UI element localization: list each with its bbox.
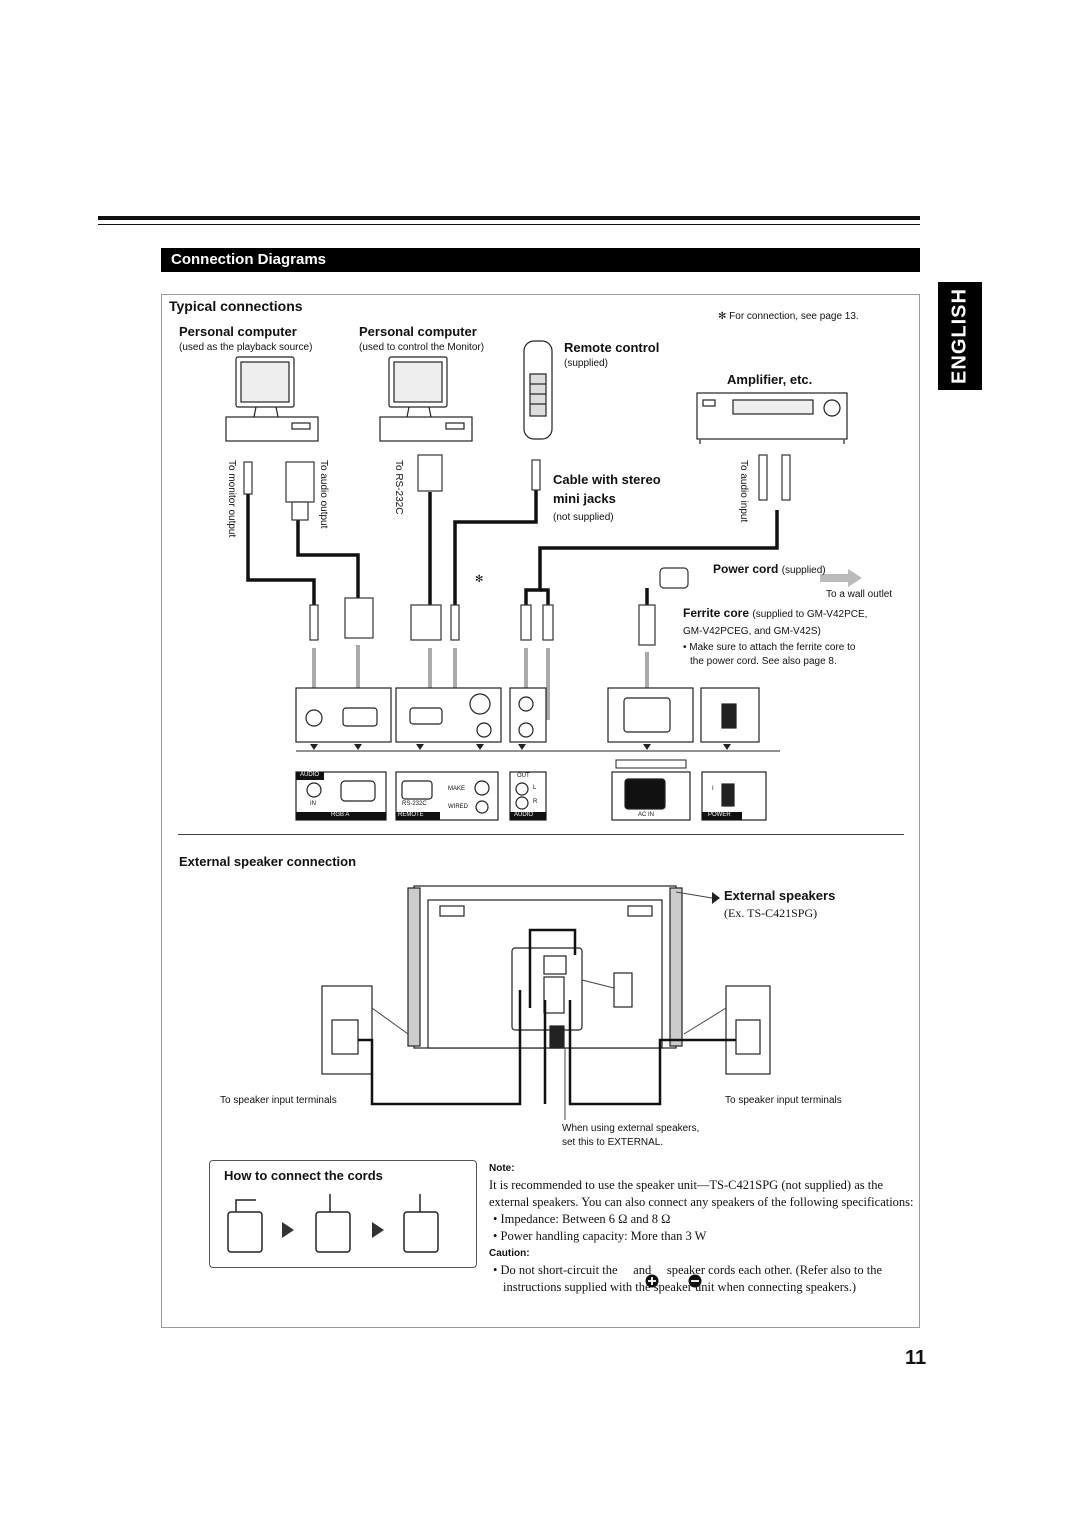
asterisk-mark: ✻ [475, 574, 484, 585]
amplifier-icon [697, 393, 847, 444]
ferrite-title: Ferrite core [683, 606, 750, 620]
panel-make-label: MAKE [448, 786, 466, 792]
panel-wired-label: WIRED [448, 804, 468, 810]
panel-in-label: IN [310, 801, 316, 807]
ferrite-subtitle-1: (supplied to GM-V42PCE, [752, 609, 868, 620]
note-bullet-1-text: Impedance: Between 6 Ω and 8 Ω [500, 1212, 671, 1226]
remote-subtitle: (supplied) [564, 358, 608, 369]
to-rs232c-label: To RS-232C [393, 460, 404, 515]
ferrite-note-2: the power cord. See also page 8. [690, 656, 837, 667]
to-audio-output-label: To audio output [318, 460, 329, 529]
wall-outlet-label: To a wall outlet [826, 589, 893, 600]
cable-title-2: mini jacks [553, 491, 616, 506]
panel-r-label: R [533, 799, 538, 805]
left-terminals-label: To speaker input terminals [220, 1095, 337, 1106]
panel-l-label: L [533, 785, 537, 791]
note-reference: ✻ For connection, see page 13. [718, 311, 859, 322]
cable-title-1: Cable with stereo [553, 472, 661, 487]
remote-title: Remote control [564, 340, 660, 355]
panel-i-label: I [712, 786, 714, 792]
panel-remote-label: REMOTE [398, 812, 424, 818]
note-bullet-2-text: Power handling capacity: More than 3 W [500, 1229, 707, 1243]
howto-title: How to connect the cords [224, 1168, 383, 1183]
ferrite-subtitle-2: GM-V42PCEG, and GM-V42S) [683, 626, 821, 637]
panel-audio-label: AUDIO [300, 772, 320, 778]
caution-pre: Do not short-circuit the [500, 1263, 618, 1277]
pc-control-icon [380, 357, 472, 441]
power-cord-label [713, 562, 826, 576]
to-monitor-output-label: To monitor output [226, 460, 237, 538]
remote-control-icon [524, 341, 552, 439]
to-audio-input-label: To audio input [738, 460, 749, 523]
panel-acin-label: AC IN [638, 812, 655, 818]
external-heading: External speaker connection [179, 854, 357, 869]
caution-label: Caution: [489, 1248, 530, 1259]
caution-text: • Do not short-circuit the and speaker cords each other. (Refer also to the instructions supplied with the speaker unit when connecting speakers.) [493, 1263, 883, 1294]
pc2-title: Personal computer [359, 324, 477, 339]
power-cord-title: Power cord [713, 562, 779, 576]
external-speakers-subtitle: (Ex. TS-C421SPG) [724, 906, 818, 920]
pc1-subtitle: (used as the playback source) [179, 342, 313, 353]
amplifier-title: Amplifier, etc. [727, 372, 813, 387]
right-terminals-label: To speaker input terminals [725, 1095, 842, 1106]
note-bullet-1: • Impedance: Between 6 Ω and 8 Ω [493, 1212, 671, 1226]
caution-post: speaker cords each other. (Refer also to the instructions supplied with the speaker unit when connecting speakers.) [503, 1263, 883, 1294]
ferrite-note-1: • Make sure to attach the ferrite core to [683, 642, 856, 653]
power-cord-subtitle: (supplied) [781, 565, 826, 576]
cable-subtitle: (not supplied) [553, 512, 614, 523]
typical-heading: Typical connections [169, 298, 303, 314]
caution-mid: and [633, 1263, 652, 1277]
switch-note-2: set this to EXTERNAL. [562, 1137, 664, 1148]
panel-audio-out-label: AUDIO [514, 812, 534, 818]
section-title: Connection Diagrams [161, 248, 920, 272]
page-number: 11 [905, 1347, 927, 1369]
pc-playback-icon [226, 357, 318, 441]
switch-note-1: When using external speakers, [562, 1123, 700, 1134]
external-speakers-title: External speakers [724, 888, 836, 903]
pc1-title: Personal computer [179, 324, 297, 339]
note-text: It is recommended to use the speaker unit—TS-C421SPG (not supplied) as the external speakers. You can also connect any speakers of the following specifications: [489, 1178, 914, 1209]
note-label: Note: [489, 1163, 515, 1174]
panel-out-label: OUT [517, 773, 530, 779]
panel-rs232c-label: RS-232C [402, 801, 427, 807]
pc2-subtitle: (used to control the Monitor) [359, 342, 485, 353]
note-bullet-2: • Power handling capacity: More than 3 W [493, 1229, 707, 1243]
section-divider [178, 834, 904, 835]
note-block [489, 1160, 915, 1296]
panel-power-label: POWER [708, 812, 731, 818]
panel-rgba-label: RGB A [331, 812, 350, 818]
language-tab-label: ENGLISH [948, 288, 971, 384]
ferrite-label [683, 606, 867, 620]
